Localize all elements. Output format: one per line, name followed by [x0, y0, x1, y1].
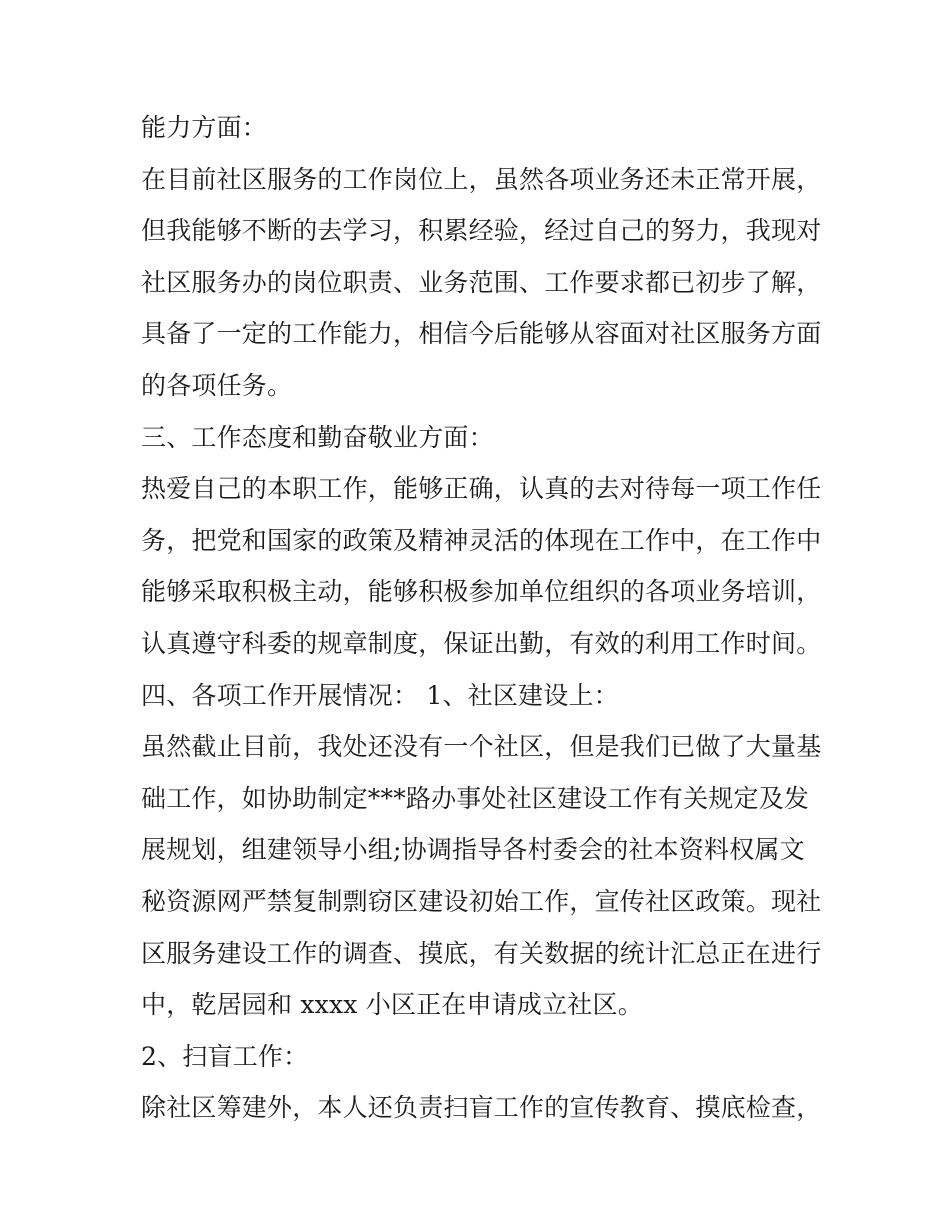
paragraph-line: 展规划，组建领导小组;协调指导各村委会的社本资料权属文 — [141, 835, 805, 865]
subsection-heading-literacy: 2、扫盲工作： — [141, 1041, 309, 1071]
paragraph-line: 务，把党和国家的政策及精神灵活的体现在工作中，在工作中 — [141, 525, 822, 555]
paragraph-line: 区服务建设工作的调查、摸底，有关数据的统计汇总正在进行 — [141, 938, 822, 968]
paragraph-line: 除社区筹建外，本人还负责扫盲工作的宣传教育、摸底检查， — [141, 1093, 822, 1123]
paragraph-line: 的各项任务。 — [141, 370, 293, 400]
paragraph-line: 础工作，如协助制定***路办事处社区建设工作有关规定及发 — [141, 783, 810, 813]
paragraph-line: 具备了一定的工作能力，相信今后能够从容面对社区服务方面 — [141, 319, 822, 349]
paragraph-line: 热爱自己的本职工作，能够正确，认真的去对待每一项工作任 — [141, 474, 822, 504]
paragraph-line: 秘资源网严禁复制剽窃区建设初始工作，宣传社区政策。现社 — [141, 886, 822, 916]
paragraph-line: 在目前社区服务的工作岗位上，虽然各项业务还未正常开展， — [141, 164, 822, 194]
paragraph-line: 但我能够不断的去学习，积累经验，经过自己的努力，我现对 — [141, 216, 822, 246]
paragraph-line: 认真遵守科委的规章制度，保证出勤，有效的利用工作时间。 — [141, 628, 822, 658]
paragraph-line: 社区服务办的岗位职责、业务范围、工作要求都已初步了解， — [141, 267, 822, 297]
paragraph-line: 能够采取积极主动，能够积极参加单位组织的各项业务培训， — [141, 577, 822, 607]
paragraph-line: 虽然截止目前，我处还没有一个社区，但是我们已做了大量基 — [141, 732, 822, 762]
section-heading-work-progress: 四、各项工作开展情况： 1、社区建设上： — [141, 680, 619, 710]
document-body — [141, 108, 821, 1140]
section-heading-attitude: 三、工作态度和勤奋敬业方面： — [141, 422, 494, 452]
section-heading-ability: 能力方面： — [141, 113, 268, 142]
paragraph-line: 中，乾居园和 xxxx 小区正在申请成立社区。 — [141, 990, 643, 1020]
